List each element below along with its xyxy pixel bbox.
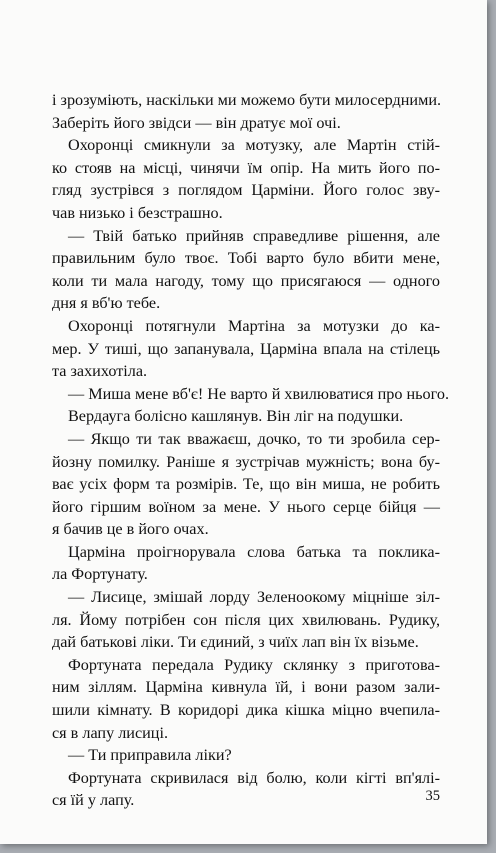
text-line: мер. У тиші, що запанувала, Царміна впала на стілець	[52, 339, 440, 358]
text-line: Охоронці смикнули за мотузку, але Мартін стій-	[68, 136, 440, 155]
text-line: його гіршим воїном за мене. У нього серце бійця —	[52, 497, 440, 516]
text-line: ся їй у лапу.	[52, 791, 135, 810]
text-line: коли ти мала нагоду, тому що присягаюся — одного	[52, 271, 440, 290]
text-line: шили кімнату. В коридорі дика кішка міцно вчепила-	[52, 701, 440, 720]
text-line: Заберіть його звідси — він дратує мої очі.	[52, 113, 341, 132]
text-line: ся в лапу лисиці.	[52, 723, 169, 742]
text-line: Царміна проігнорувала слова батька та поклика-	[68, 542, 440, 561]
text-line: дня я вб'ю тебе.	[52, 294, 161, 313]
text-line: гляд зустрівся з поглядом Царміни. Його голос зву-	[52, 181, 440, 200]
text-line: йозну помилку. Раніше я зустрічав мужність; вона бу-	[52, 452, 440, 471]
text-line: — Якщо ти так вважаєш, дочко, то ти зробила сер-	[68, 429, 440, 448]
text-line: — Ти приправила ліки?	[68, 746, 232, 765]
text-line: ним зіллям. Царміна кивнула їй, і вони разом зали-	[52, 678, 440, 697]
text-line: я бачив це в його очах.	[52, 520, 209, 539]
text-line: — Твій батько прийняв справедливе рішення, але	[68, 226, 440, 245]
text-line: і зрозуміють, наскільки ми можемо бути милосердними.	[52, 91, 442, 109]
page-number: 35	[425, 788, 440, 804]
text-line: чав низько і безстрашно.	[52, 203, 223, 222]
text-line: ко стояв на місці, чинячи їм опір. На мить його по-	[52, 158, 440, 177]
body-text	[52, 89, 449, 812]
text-line: Фортуната передала Рудику склянку з приготова-	[68, 655, 440, 674]
text-line: Охоронці потягнули Мартіна за мотузки до ка-	[68, 316, 440, 335]
text-line: правильним було твоє. Тобі варто було вбити мене,	[52, 249, 440, 268]
text-line: — Миша мене вб'є! Не варто й хвилюватися про нього.	[68, 384, 449, 403]
text-line: Фортуната скривилася від болю, коли кігті вп'ялі-	[68, 768, 440, 787]
text-line: ля. Йому потрібен сон після цих хвилювань. Рудику,	[52, 610, 440, 629]
text-line: дай батькові ліки. Ти єдиний, з чиїх лап він їх візьме.	[52, 633, 419, 652]
text-line: Вердауга болісно кашлянув. Він ліг на подушки.	[68, 407, 404, 426]
text-line: ває усіх форм та розмірів. Те, що він миша, не робить	[52, 475, 440, 494]
text-line: ла Фортунату.	[52, 565, 148, 584]
text-line: — Лисице, змішай лорду Зеленоокому міцніше зіл-	[68, 588, 440, 607]
text-line: та захихотіла.	[52, 362, 148, 381]
